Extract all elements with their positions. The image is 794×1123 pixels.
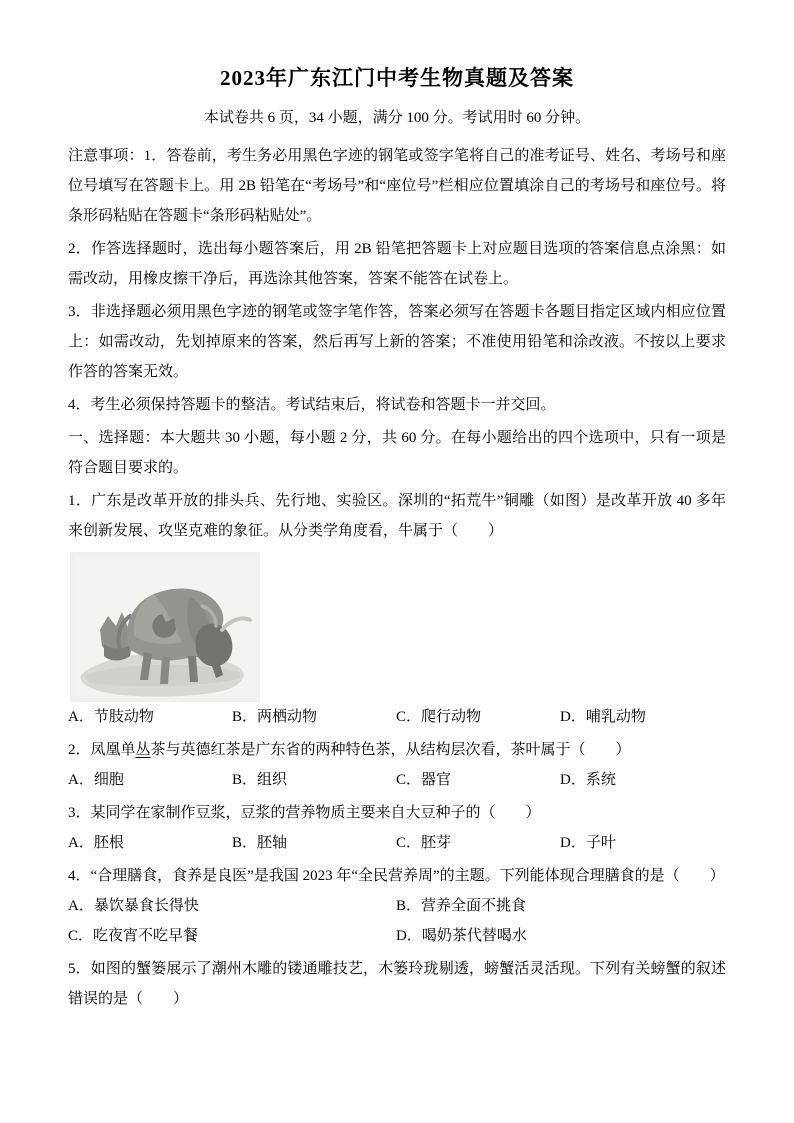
question-1-option-b: B．两栖动物	[232, 709, 318, 725]
question-2-option-b: B．组织	[232, 772, 288, 788]
question-2-stem-pre: 2．凤凰单	[68, 742, 136, 758]
exam-info-line: 本试卷共 6 页，34 小题，满分 100 分。考试用时 60 分钟。	[203, 110, 591, 126]
page-title: 2023年广东江门中考生物真题及答案	[220, 66, 574, 90]
question-2-option-a: A．细胞	[68, 772, 124, 788]
notice-item-3: 3．非选择题必须用黑色字迹的钢笔或签字笔作答，答案必须写在答题卡各题目指定区域内相应位置上：如需改动，先划掉原来的答案，然后再写上新的答案；不准使用铅笔和涂改液。不按以上要求作答的答案无效。	[68, 304, 726, 380]
question-3-options	[68, 828, 726, 858]
question-5-stem: 5．如图的蟹篓展示了潮州木雕的镂通雕技艺，木篓玲珑剔透，螃蟹活灵活现。下列有关螃蟹的叙述错误的是（ ）	[68, 961, 726, 1007]
question-1-option-d: D．哺乳动物	[560, 709, 646, 725]
question-1-options	[68, 702, 726, 732]
question-3-stem: 3．某同学在家制作豆浆，豆浆的营养物质主要来自大豆种子的（ ）	[68, 805, 541, 821]
section-1-header: 一、选择题：本大题共 30 小题，每小题 2 分，共 60 分。在每小题给出的四个选项中，只有一项是符合题目要求的。	[68, 430, 726, 476]
question-4-option-d: D．喝奶茶代替喝水	[396, 928, 527, 944]
question-4-option-b: B．营养全面不挑食	[396, 898, 527, 914]
question-3-option-d: D．子叶	[560, 835, 616, 851]
bull-statue-illustration	[70, 552, 260, 702]
question-2-stem-underlined: 丛	[135, 742, 151, 758]
question-2-options	[68, 765, 726, 795]
question-3-option-b: B．胚轴	[232, 835, 288, 851]
notice-item-2: 2．作答选择题时，选出每小题答案后，用 2B 铅笔把答题卡上对应题目选项的答案信息点涂黑：如需改动，用橡皮擦干净后，再选涂其他答案，答案不能答在试卷上。	[68, 241, 726, 287]
question-1-stem: 1．广东是改革开放的排头兵、先行地、实验区。深圳的“拓荒牛”铜雕（如图）是改革开放 40 多年来创新发展、攻坚克难的象征。从分类学角度看，牛属于（ ）	[68, 493, 726, 539]
question-4-options	[68, 891, 726, 951]
question-1-option-a: A．节肢动物	[68, 709, 154, 725]
question-2-stem-post: 茶与英德红茶是广东省的两种特色茶，从结构层次看，茶叶属于（ ）	[150, 742, 631, 758]
question-2-stem	[68, 735, 726, 765]
question-1-option-c: C．爬行动物	[396, 709, 482, 725]
question-3-option-c: C．胚芽	[396, 835, 452, 851]
pioneer-bull-sculpture-image	[70, 552, 260, 702]
notice-item-4: 4．考生必须保持答题卡的整洁。考试结束后，将试卷和答题卡一并交回。	[68, 397, 556, 413]
question-2-option-c: C．器官	[396, 772, 452, 788]
notice-item-1: 注意事项：1．答卷前，考生务必用黑色字迹的钢笔或签字笔将自己的准考证号、姓名、考场号和座位号填写在答题卡上。用 2B 铅笔在“考场号”和“座位号”栏相应位置填涂自己的考场号和座位号。将条形码粘贴在答题卡“条形码粘贴处”。	[68, 148, 726, 224]
question-4-option-a: A．暴饮暴食长得快	[68, 898, 199, 914]
question-4-stem: 4．“合理膳食，食养是良医”是我国 2023 年“全民营养周”的主题。下列能体现合理膳食的是（ ）	[68, 868, 725, 884]
question-4-option-c: C．吃夜宵不吃早餐	[68, 928, 199, 944]
question-2-option-d: D．系统	[560, 772, 616, 788]
question-3-option-a: A．胚根	[68, 835, 124, 851]
